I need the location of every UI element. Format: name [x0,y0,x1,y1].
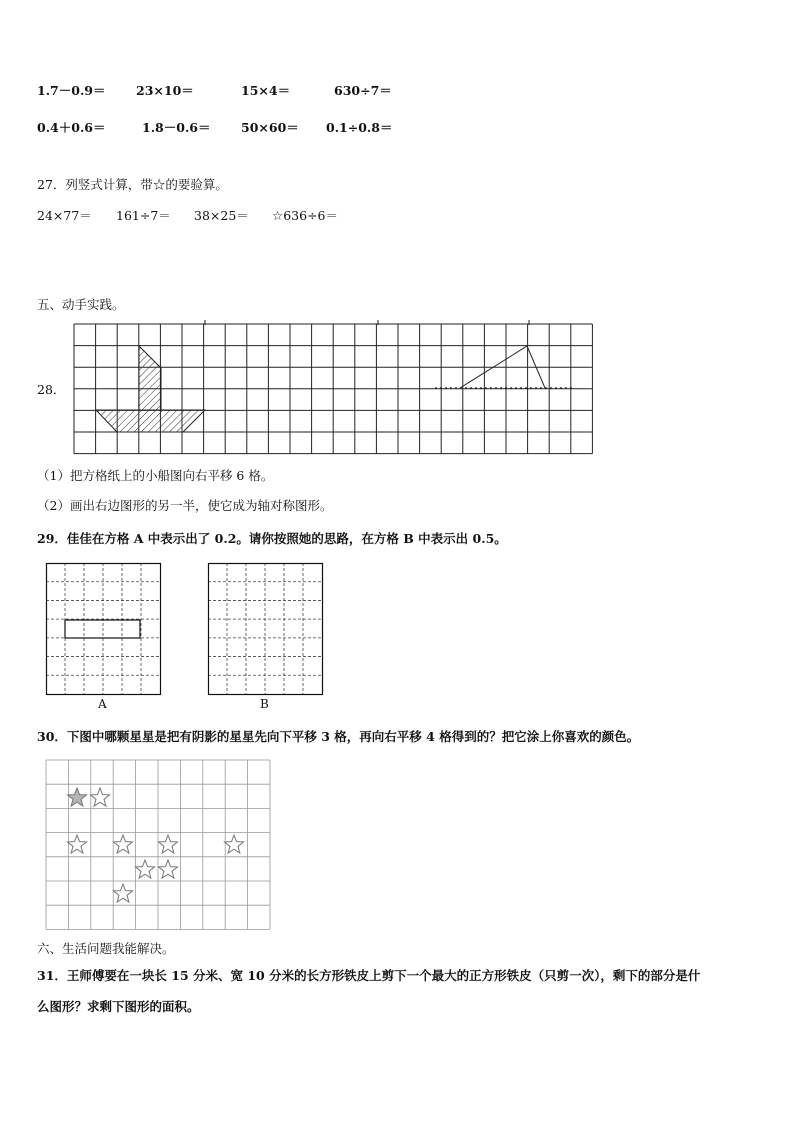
q28-number: 28． [37,382,66,397]
calc-item: 1.7－0.9＝ [37,83,106,98]
q29-grid-b [208,563,324,695]
q30-star-grid [46,760,272,932]
q28-sub-2: （2）画出右边图形的另一半，使它成为轴对称图形。 [37,498,333,513]
calc-item: 0.4＋0.6＝ [37,120,106,135]
section-6-title: 六、生活问题我能解决。 [37,941,175,956]
calc-item: 630÷7＝ [334,83,392,98]
vertical-calc-item: 38×25＝ [194,208,249,223]
vertical-calc-item: 24×77＝ [37,208,92,223]
calc-item: 0.1÷0.8＝ [326,120,393,135]
boat-sail-shape [139,346,161,410]
shaded-star-icon [68,788,87,806]
q30-title: 30．下图中哪颗星星是把有阴影的星星先向下平移 3 格，再向右平移 4 格得到的？把它涂上你喜欢的颜色。 [37,729,640,744]
star-icon [91,788,110,806]
q31-line-1: 31．王师傅要在一块长 15 分米、宽 10 分米的长方形铁皮上剪下一个最大的正方形铁皮（只剪一次），剩下的部分是什 [37,968,701,983]
star-icon [159,835,178,853]
star-icon [136,860,155,878]
star-icon [114,884,133,902]
selected-cells-rect [65,620,140,638]
q29-title: 29．佳佳在方格 A 中表示出了 0.2。请你按照她的思路，在方格 B 中表示出 0.5。 [37,531,507,546]
q28-sub-1: （1）把方格纸上的小船图向右平移 6 格。 [37,468,274,483]
grid-b-label: B [260,697,269,711]
vertical-calc-item: 161÷7＝ [116,208,171,223]
calc-item: 23×10＝ [136,83,194,98]
star-icon [68,835,87,853]
boat-hull-shape [96,410,205,432]
section-5-title: 五、动手实践。 [37,297,125,312]
q31-line-2: 么图形？求剩下图形的面积。 [37,999,200,1014]
grid-border [209,564,323,695]
calc-item: 15×4＝ [241,83,291,98]
q29-grid-a [46,563,162,695]
calc-item: 50×60＝ [241,120,299,135]
star-icon [159,860,178,878]
vertical-calc-item: ☆636÷6＝ [272,208,338,223]
q27-title: 27．列竖式计算，带☆的要验算。 [37,177,228,192]
star-icon [114,835,133,853]
star-icon [225,835,244,853]
grid-border [47,564,161,695]
calc-item: 1.8－0.6＝ [142,120,211,135]
grid-a-label: A [98,697,107,711]
